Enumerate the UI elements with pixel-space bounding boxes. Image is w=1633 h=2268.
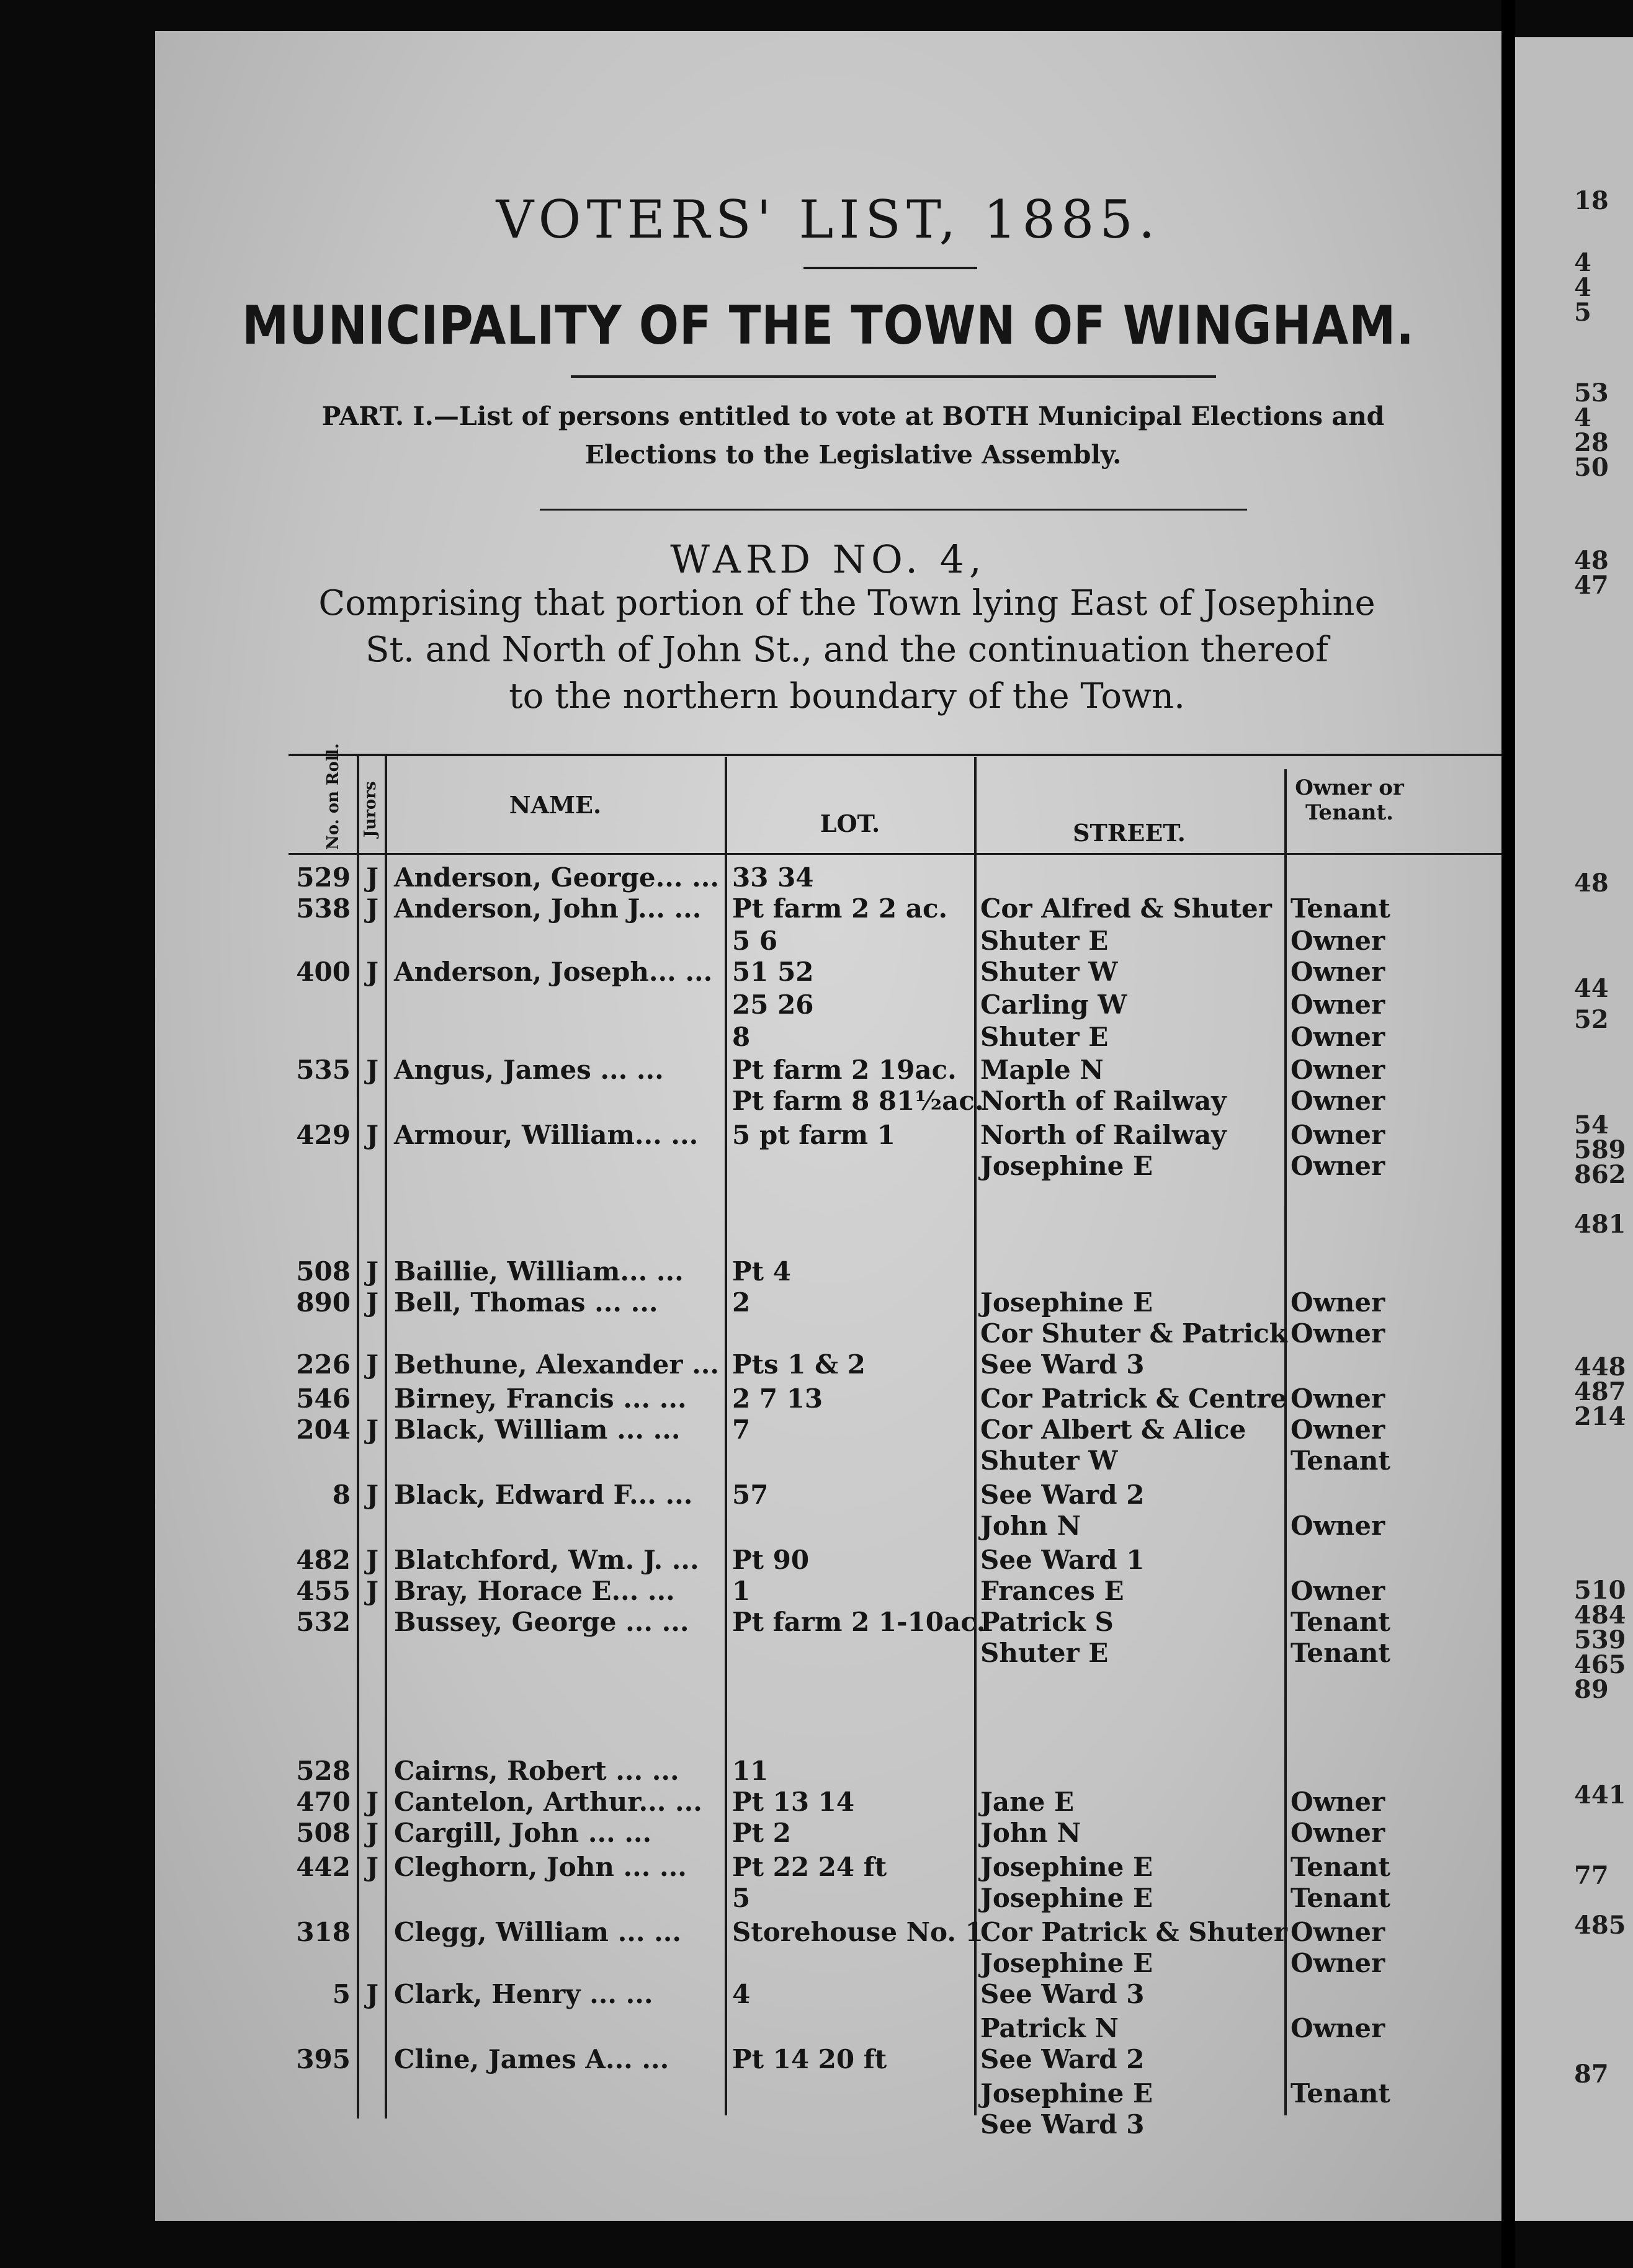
adjacent-page-number: 89	[1574, 1675, 1609, 1704]
lot-description: Pt 4	[732, 1256, 791, 1287]
col-rule-lot	[974, 757, 977, 2115]
street-name: Cor Patrick & Centre	[980, 1383, 1287, 1414]
adjacent-page-number: 5	[1574, 298, 1591, 327]
roll-number: 5	[332, 1979, 351, 2009]
roll-number: 546	[296, 1383, 351, 1414]
adjacent-page-number: 77	[1574, 1861, 1609, 1890]
municipality-heading: MUNICIPALITY OF THE TOWN OF WINGHAM.	[242, 295, 1415, 357]
lot-description: 11	[732, 1756, 769, 1786]
juror-mark: J	[366, 957, 378, 987]
owner-or-tenant: Owner	[1291, 1818, 1385, 1848]
juror-mark: J	[366, 893, 378, 924]
lot-description: Storehouse No. 1	[732, 1917, 983, 1947]
lot-description: 25 26	[732, 989, 814, 1020]
owner-or-tenant: Owner	[1291, 957, 1385, 987]
voter-name: Anderson, George... ...	[394, 862, 719, 893]
juror-mark: J	[366, 1576, 378, 1606]
document-page	[155, 31, 1501, 2221]
roll-number: 508	[296, 1818, 351, 1848]
adjacent-page-number: 589	[1574, 1135, 1626, 1164]
col-header-lot: LOT.	[820, 810, 880, 837]
lot-description: 2 7 13	[732, 1383, 823, 1414]
roll-number: 395	[296, 2044, 351, 2074]
voter-name: Black, Edward F... ...	[394, 1480, 693, 1510]
juror-mark: J	[366, 1852, 378, 1882]
roll-number: 455	[296, 1576, 351, 1606]
roll-number: 429	[296, 1120, 351, 1150]
juror-mark: J	[366, 862, 378, 893]
roll-number: 532	[296, 1607, 351, 1637]
adjacent-page-number: 18	[1574, 186, 1609, 215]
desc-line-1: Comprising that portion of the Town lying East of Josephine	[318, 583, 1376, 623]
voter-name: Cline, James A... ...	[394, 2044, 669, 2074]
voter-name: Armour, William... ...	[394, 1120, 699, 1150]
street-name: Shuter W	[980, 957, 1118, 987]
owner-or-tenant: Owner	[1291, 1511, 1385, 1541]
owner-or-tenant: Owner	[1291, 1318, 1385, 1349]
owner-or-tenant: Owner	[1291, 2013, 1385, 2043]
owner-or-tenant: Owner	[1291, 1414, 1385, 1445]
adjacent-page-number: 28	[1574, 428, 1609, 457]
juror-mark: J	[366, 1120, 378, 1150]
owner-or-tenant: Tenant	[1291, 1607, 1390, 1637]
adjacent-page-number: 4	[1574, 273, 1591, 302]
col-header-no-roll: No. on Roll.	[324, 743, 342, 850]
voter-name: Baillie, William... ...	[394, 1256, 684, 1287]
lot-description: Pt farm 2 2 ac.	[732, 893, 948, 924]
adjacent-page-number: 87	[1574, 2060, 1609, 2089]
street-name: North of Railway	[980, 1086, 1227, 1116]
roll-number: 8	[332, 1480, 351, 1510]
part-heading	[279, 397, 1427, 474]
voter-name: Cleghorn, John ... ...	[394, 1852, 687, 1882]
adjacent-page-number: 4	[1574, 403, 1591, 432]
voter-name: Bussey, George ... ...	[394, 1607, 689, 1637]
adjacent-page-number: 47	[1574, 571, 1609, 600]
col-header-owner: Owner or Tenant.	[1295, 775, 1404, 825]
owner-or-tenant: Owner	[1291, 1120, 1385, 1150]
roll-number: 535	[296, 1055, 351, 1085]
lot-description: Pt farm 2 19ac.	[732, 1055, 957, 1085]
juror-mark: J	[366, 1979, 378, 2009]
owner-or-tenant: Tenant	[1291, 1852, 1390, 1882]
voter-name: Bethune, Alexander ...	[394, 1349, 719, 1380]
lot-description: Pt farm 8 81½ac.	[732, 1086, 984, 1116]
street-name: Shuter E	[980, 1638, 1109, 1668]
municipality-divider	[571, 375, 1216, 378]
owner-or-tenant: Tenant	[1291, 1883, 1390, 1913]
owner-or-tenant: Owner	[1291, 926, 1385, 956]
roll-number: 204	[296, 1414, 351, 1445]
street-name: Shuter E	[980, 926, 1109, 956]
street-name: See Ward 2	[980, 2044, 1145, 2074]
lot-description: 33 34	[732, 862, 814, 893]
street-name: Josephine E	[980, 2078, 1153, 2109]
adjacent-page-number: 50	[1574, 453, 1609, 482]
street-name: See Ward 3	[980, 2109, 1145, 2140]
lot-description: Pt 90	[732, 1545, 810, 1575]
roll-number: 538	[296, 893, 351, 924]
voter-name: Cargill, John ... ...	[394, 1818, 652, 1848]
juror-mark: J	[366, 1545, 378, 1575]
lot-description: 5 6	[732, 926, 778, 956]
street-name: Jane E	[980, 1787, 1074, 1817]
col-header-street: STREET.	[1073, 819, 1186, 847]
voter-name: Black, William ... ...	[394, 1414, 681, 1445]
voter-name: Angus, James ... ...	[394, 1055, 664, 1085]
col-header-jurors: Jurors	[361, 781, 380, 837]
ward-description	[242, 580, 1452, 720]
adjacent-page-number: 214	[1574, 1402, 1626, 1431]
part-divider	[540, 509, 1247, 511]
adjacent-page-number: 510	[1574, 1576, 1626, 1605]
roll-number: 508	[296, 1256, 351, 1287]
street-name: Maple N	[980, 1055, 1104, 1085]
owner-or-tenant: Tenant	[1291, 2078, 1390, 2109]
owner-or-tenant: Owner	[1291, 1383, 1385, 1414]
owner-or-tenant: Owner	[1291, 1055, 1385, 1085]
adjacent-page-number: 54	[1574, 1110, 1609, 1140]
voter-name: Anderson, Joseph... ...	[394, 957, 713, 987]
table-header-rule	[289, 853, 1548, 855]
street-name: See Ward 3	[980, 1979, 1145, 2009]
lot-description: Pts 1 & 2	[732, 1349, 866, 1380]
adjacent-page-number: 52	[1574, 1005, 1609, 1034]
lot-description: 51 52	[732, 957, 814, 987]
street-name: Cor Alfred & Shuter	[980, 893, 1272, 924]
street-name: John N	[980, 1511, 1081, 1541]
owner-or-tenant: Owner	[1291, 1576, 1385, 1606]
lot-description: 5	[732, 1883, 751, 1913]
juror-mark: J	[366, 1055, 378, 1085]
col-rule-jurors	[385, 754, 387, 2118]
street-name: Cor Shuter & Patrick	[980, 1318, 1287, 1349]
lot-description: 5 pt farm 1	[732, 1120, 895, 1150]
juror-mark: J	[366, 1818, 378, 1848]
owner-or-tenant: Owner	[1291, 1086, 1385, 1116]
roll-number: 226	[296, 1349, 351, 1380]
roll-number: 529	[296, 862, 351, 893]
street-name: Frances E	[980, 1576, 1124, 1606]
lot-description: Pt 13 14	[732, 1787, 855, 1817]
part-line-2: Elections to the Legislative Assembly.	[584, 440, 1122, 470]
adjacent-page-number: 4	[1574, 248, 1591, 277]
lot-description: Pt farm 2 1-10ac.	[732, 1607, 986, 1637]
street-name: Shuter E	[980, 1022, 1109, 1052]
adjacent-page-number: 485	[1574, 1911, 1626, 1940]
owner-or-tenant: Owner	[1291, 1151, 1385, 1181]
owner-or-tenant: Owner	[1291, 1787, 1385, 1817]
lot-description: Pt 14 20 ft	[732, 2044, 887, 2074]
roll-number: 318	[296, 1917, 351, 1947]
owner-or-tenant: Owner	[1291, 1948, 1385, 1978]
street-name: Shuter W	[980, 1445, 1118, 1476]
roll-number: 890	[296, 1287, 351, 1318]
desc-line-3: to the northern boundary of the Town.	[509, 676, 1185, 717]
col-rule-street	[1284, 769, 1287, 2115]
part-line-1: PART. I.—List of persons entitled to vote at BOTH Municipal Elections and	[321, 401, 1385, 431]
voter-name: Clegg, William ... ...	[394, 1917, 681, 1947]
owner-or-tenant: Owner	[1291, 1287, 1385, 1318]
table-top-rule	[289, 754, 1548, 756]
roll-number: 442	[296, 1852, 351, 1882]
owner-or-tenant: Tenant	[1291, 893, 1390, 924]
adjacent-page-number: 539	[1574, 1625, 1626, 1654]
voter-name: Anderson, John J... ...	[394, 893, 702, 924]
street-name: See Ward 3	[980, 1349, 1145, 1380]
street-name: Carling W	[980, 989, 1127, 1020]
roll-number: 528	[296, 1756, 351, 1786]
voter-name: Blatchford, Wm. J. ...	[394, 1545, 699, 1575]
street-name: Patrick S	[980, 1607, 1114, 1637]
voter-name: Clark, Henry ... ...	[394, 1979, 653, 2009]
street-name: Josephine E	[980, 1852, 1153, 1882]
col-rule-roll	[357, 754, 359, 2118]
street-name: Josephine E	[980, 1287, 1153, 1318]
adjacent-page-number: 862	[1574, 1160, 1626, 1189]
juror-mark: J	[366, 1787, 378, 1817]
street-name: Cor Albert & Alice	[980, 1414, 1246, 1445]
street-name: Josephine E	[980, 1883, 1153, 1913]
adjacent-page-number: 48	[1574, 868, 1609, 898]
col-header-name: NAME.	[509, 791, 602, 819]
street-name: North of Railway	[980, 1120, 1227, 1150]
street-name: Cor Patrick & Shuter	[980, 1917, 1287, 1947]
adjacent-page-number: 48	[1574, 546, 1609, 575]
adjacent-page-number: 44	[1574, 974, 1609, 1003]
street-name: Patrick N	[980, 2013, 1119, 2043]
roll-number: 470	[296, 1787, 351, 1817]
owner-or-tenant: Owner	[1291, 1917, 1385, 1947]
adjacent-page-number: 487	[1574, 1377, 1626, 1406]
voter-name: Bray, Horace E... ...	[394, 1576, 675, 1606]
voter-name: Cantelon, Arthur... ...	[394, 1787, 702, 1817]
owner-or-tenant: Owner	[1291, 989, 1385, 1020]
roll-number: 482	[296, 1545, 351, 1575]
lot-description: 8	[732, 1022, 751, 1052]
juror-mark: J	[366, 1256, 378, 1287]
ward-heading: WARD NO. 4,	[670, 537, 987, 582]
col-rule-name	[725, 757, 727, 2115]
street-name: Josephine E	[980, 1151, 1153, 1181]
street-name: See Ward 2	[980, 1480, 1145, 1510]
street-name: John N	[980, 1818, 1081, 1848]
lot-description: 57	[732, 1480, 769, 1510]
juror-mark: J	[366, 1480, 378, 1510]
owner-or-tenant: Tenant	[1291, 1638, 1390, 1668]
lot-description: 2	[732, 1287, 751, 1318]
voter-name: Cairns, Robert ... ...	[394, 1756, 679, 1786]
adjacent-page-number: 481	[1574, 1210, 1626, 1239]
voter-name: Bell, Thomas ... ...	[394, 1287, 658, 1318]
adjacent-page-number: 484	[1574, 1601, 1626, 1630]
adjacent-page-number: 465	[1574, 1650, 1626, 1679]
document-title: VOTERS' LIST, 1885.	[496, 189, 1161, 250]
lot-description: Pt 2	[732, 1818, 791, 1848]
title-divider	[803, 267, 977, 269]
lot-description: 1	[732, 1576, 751, 1606]
adjacent-page-edge	[1515, 37, 1633, 2221]
owner-or-tenant: Owner	[1291, 1022, 1385, 1052]
juror-mark: J	[366, 1287, 378, 1318]
street-name: See Ward 1	[980, 1545, 1145, 1575]
desc-line-2: St. and North of John St., and the continuation thereof	[365, 630, 1328, 670]
juror-mark: J	[366, 1349, 378, 1380]
lot-description: 7	[732, 1414, 751, 1445]
juror-mark: J	[366, 1414, 378, 1445]
adjacent-page-number: 441	[1574, 1780, 1626, 1810]
voter-name: Birney, Francis ... ...	[394, 1383, 687, 1414]
lot-description: Pt 22 24 ft	[732, 1852, 887, 1882]
lot-description: 4	[732, 1979, 751, 2009]
adjacent-page-number: 53	[1574, 378, 1609, 408]
street-name: Josephine E	[980, 1948, 1153, 1978]
owner-or-tenant: Tenant	[1291, 1445, 1390, 1476]
adjacent-page-number: 448	[1574, 1352, 1626, 1382]
roll-number: 400	[296, 957, 351, 987]
book-spine	[1501, 0, 1515, 2268]
